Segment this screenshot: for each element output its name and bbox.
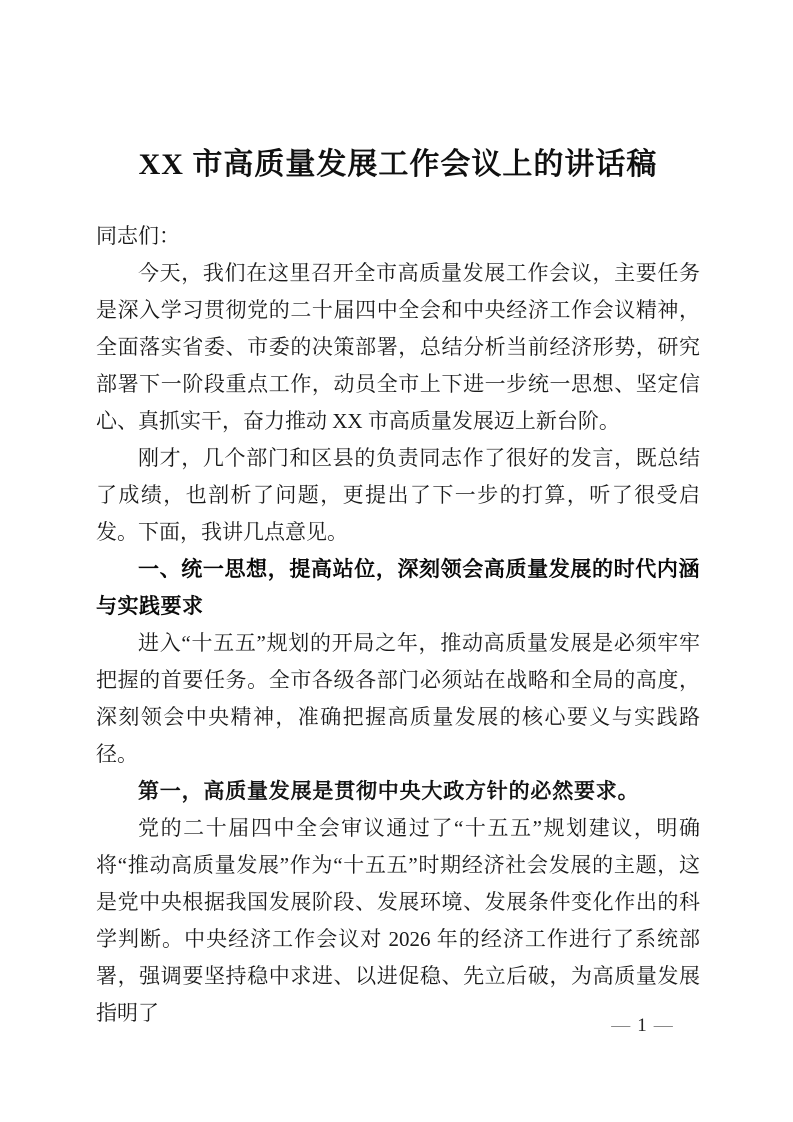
section-heading-1: 一、统一思想，提高站位，深刻领会高质量发展的时代内涵与实践要求 (96, 558, 700, 618)
subsection-heading-1: 第一，高质量发展是贯彻中央大政方针的必然要求。 (138, 779, 640, 803)
paragraph-plan-intro: 进入“十五五”规划的开局之年，推动高质量发展是必须牢牢把握的首要任务。全市各级各部门必须站在战略和全局的高度，深刻领会中央精神，准确把握高质量发展的核心要义与实践路径。 (96, 631, 700, 766)
paragraph-opening: 今天，我们在这里召开全市高质量发展工作会议，主要任务是深入学习贯彻党的二十届四中全会和中央经济工作会议精神，全面落实省委、市委的决策部署，总结分析当前经济形势，研究部署下一阶段重点工作，动员全市上下进一步统一思想、坚定信心、真抓实干，奋力推动 XX 市高质量发展迈上新台阶。 (96, 261, 700, 433)
page-number: 1 (637, 1015, 647, 1036)
footer-dash-left: — (611, 1015, 631, 1036)
paragraph-central-policy: 党的二十届四中全会审议通过了“十五五”规划建议，明确将“推动高质量发展”作为“十五五”时期经济社会发展的主题，这是党中央根据我国发展阶段、发展环境、发展条件变化作出的科学判断。中央经济工作会议对 2026 年的经济工作进行了系统部署，强调要坚持稳中求进、以进促稳、先立后破，为高质量发展指明了 (96, 816, 700, 1025)
salutation: 同志们： (96, 224, 180, 248)
document-body (96, 218, 700, 1032)
footer-dash-right: — (653, 1015, 673, 1036)
page-footer (592, 1014, 692, 1038)
document-title: XX 市高质量发展工作会议上的讲话稿 (138, 148, 658, 181)
paragraph-remarks: 刚才，几个部门和区县的负责同志作了很好的发言，既总结了成绩，也剖析了问题，更提出了下一步的打算，听了很受启发。下面，我讲几点意见。 (96, 446, 700, 544)
